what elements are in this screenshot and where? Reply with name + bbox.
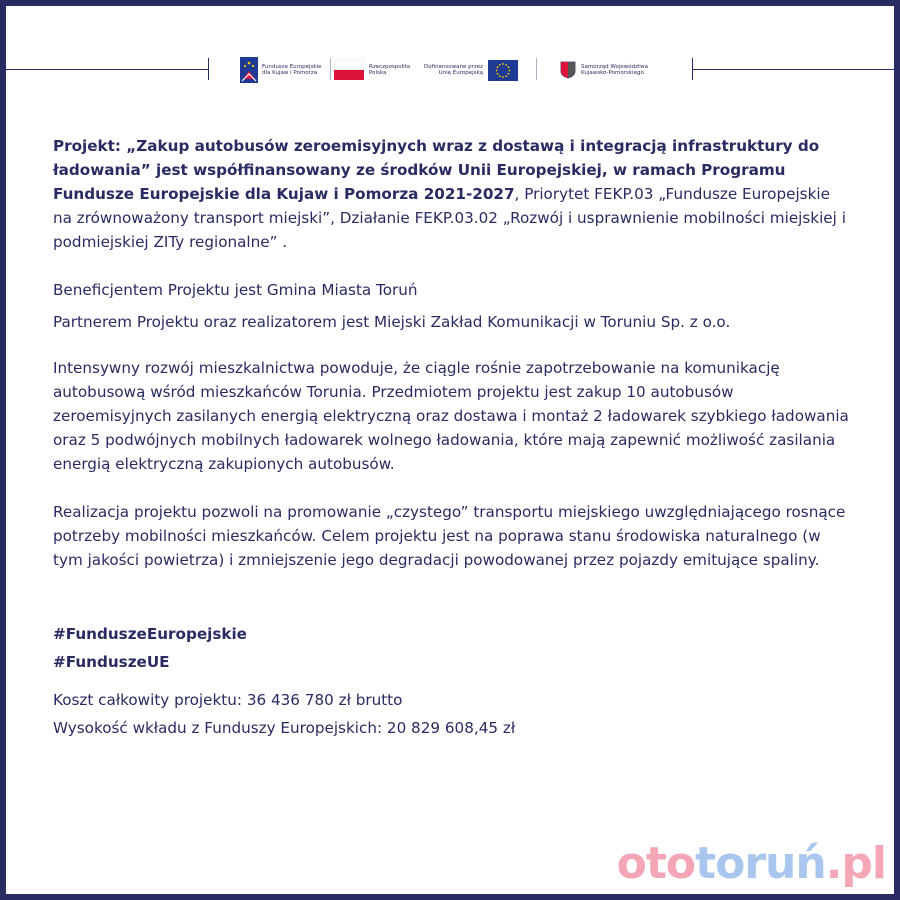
fe-logo-line1: Fundusze Europejskie <box>262 63 322 70</box>
hashtag-fundusze-ue: #FunduszeUE <box>53 653 170 671</box>
sw-logo-line1: Samorząd Województwa <box>581 63 649 70</box>
rp-logo-text <box>369 64 410 77</box>
beneficiary-text: Beneficjentem Projektu jest Gmina Miasta Toruń <box>53 281 418 299</box>
watermark-torun: toruń <box>695 838 826 889</box>
total-cost: Koszt całkowity projektu: 36 436 780 zł brutto <box>53 691 403 709</box>
sw-logo-line2: Kujawsko-Pomorskiego <box>581 70 644 76</box>
regional-crest-icon <box>560 61 576 79</box>
fe-logo <box>240 55 322 85</box>
project-title: Projekt: „Zakup autobusów zeroemisyjnych wraz z dostawą i integracją infrastruktury do ładowania” jest współfinansowany ze środków Unii Europejskiej, w ramach Programu Fundusze Europejskie dla Kujaw i Pomorza 2021-2027 <box>53 137 820 203</box>
eu-flag-icon <box>488 60 518 81</box>
header-rule-left-tick <box>208 58 209 80</box>
sw-logo-text <box>581 64 648 77</box>
partner-text: Partnerem Projektu oraz realizatorem jest Miejski Zakład Komunikacji w Toruniu Sp. z o.o. <box>53 313 731 331</box>
fe-logo-line2: dla Kujaw i Pomorza <box>262 70 318 76</box>
logo-separator <box>330 58 331 80</box>
logo-separator <box>536 58 537 80</box>
polish-flag-icon <box>334 60 364 80</box>
header-rule-left <box>6 69 208 70</box>
eu-contribution: Wysokość wkładu z Funduszy Europejskich: 20 829 608,45 zł <box>53 719 516 737</box>
eu-logo-line2: Unię Europejską <box>438 70 484 76</box>
eu-logo <box>424 55 518 85</box>
announcement-content <box>53 134 853 740</box>
watermark-oto: oto <box>616 838 696 889</box>
hashtag-fundusze-europejskie: #FunduszeEuropejskie <box>53 625 247 643</box>
rp-logo <box>334 55 410 85</box>
project-priority: , Priorytet FEKP.03 „Fundusze Europejskie na zrównoważony transport miejski”, Działanie FEKP.03.02 „Rozwój i usprawnienie mobilności miejskiej i podmiejskiej ZITy regionalne” . <box>53 185 846 251</box>
watermark-pl: .pl <box>825 838 886 889</box>
header-rule-right <box>692 69 894 70</box>
description-paragraph: Intensywny rozwój mieszkalnictwa powoduje, że ciągle rośnie zapotrzebowanie na komunikację autobusową wśród mieszkańców Torunia. Przedmiotem projektu jest zakup 10 autobusów zeroemisyjnych zasilanych energią elektryczną oraz dostawa i montaż 2 ładowarek szybkiego ładowania oraz 5 podwójnych mobilnych ładowarek wolnego ładowania, które mają zapewnić możliwość zasilania energią elektryczną zakupionych autobusów. <box>53 359 849 473</box>
goals-paragraph: Realizacja projektu pozwoli na promowanie „czystego” transportu miejskiego uwzględniającego rosnące potrzeby mobilności mieszkańców. Celem projektu jest na poprawa stanu środowiska naturalnego (w tym jakości powietrza) i zmniejszenie jego degradacji powodowanej przez pojazdy emitujące spaliny. <box>53 503 846 569</box>
rp-logo-line1: Rzeczpospolita <box>369 63 411 70</box>
project-intro <box>53 134 853 254</box>
header-rule-right-tick <box>692 58 693 80</box>
fe-flag-icon <box>240 57 258 83</box>
eu-logo-text <box>424 64 483 77</box>
fe-logo-text <box>262 64 322 77</box>
ototorun-watermark <box>617 838 886 889</box>
eu-logo-line1: Dofinansowane przez <box>424 63 484 70</box>
rp-logo-line2: Polska <box>369 70 387 76</box>
sw-logo <box>560 55 648 85</box>
funding-logos <box>230 55 670 85</box>
